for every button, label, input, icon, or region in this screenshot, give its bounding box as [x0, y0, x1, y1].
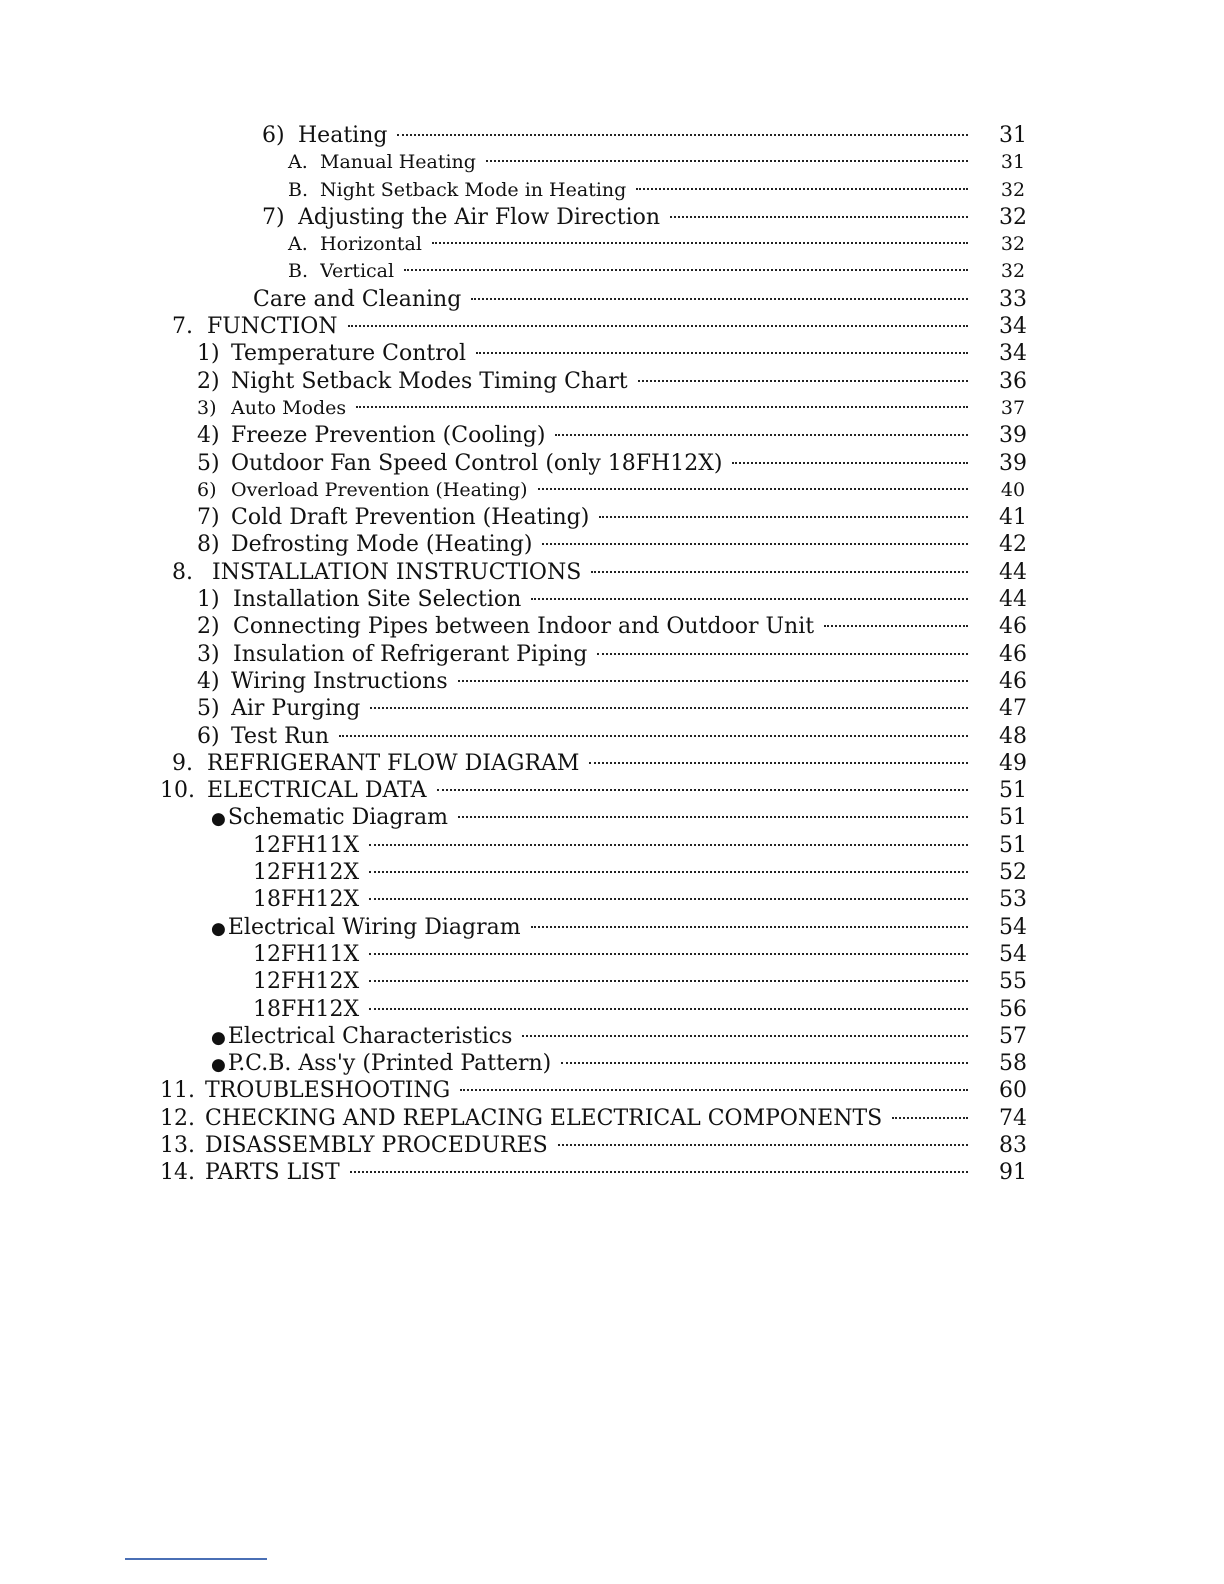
toc-entry[interactable]: [0, 968, 1224, 995]
toc-entry[interactable]: [0, 804, 1224, 831]
toc-section[interactable]: [0, 1105, 1224, 1132]
dot-leader: [370, 707, 968, 709]
toc-section[interactable]: [0, 313, 1224, 340]
toc-page-number: 91: [999, 1160, 1027, 1186]
toc-entry-number: 4): [197, 668, 220, 694]
dot-leader: [522, 1035, 968, 1037]
toc-section-number: 9.: [172, 750, 193, 776]
dot-leader: [369, 980, 968, 982]
toc-entry-title: ● Schematic Diagram: [211, 804, 448, 833]
toc-entry-title: Horizontal: [320, 233, 422, 256]
toc-entry-number: 1): [197, 341, 220, 367]
toc-page-number: 53: [999, 887, 1027, 913]
toc-section-number: 14.: [160, 1160, 195, 1186]
toc-page-number: 41: [999, 505, 1027, 531]
toc-page-number: 44: [999, 587, 1027, 613]
toc-entry[interactable]: [0, 258, 1224, 285]
toc-entry[interactable]: [0, 177, 1224, 204]
toc-entry-title: 12FH12X: [253, 860, 360, 886]
toc-entry-title: Test Run: [231, 723, 330, 749]
dot-leader: [458, 816, 968, 818]
toc-entry-number: 8): [197, 532, 220, 558]
dot-leader: [597, 653, 968, 655]
dot-leader: [542, 543, 968, 545]
toc-page-number: 34: [999, 341, 1027, 367]
dot-leader: [471, 298, 968, 300]
toc-page-number: 34: [999, 314, 1027, 340]
toc-entry[interactable]: [0, 695, 1224, 722]
toc-entry[interactable]: [0, 586, 1224, 613]
dot-leader: [432, 242, 968, 244]
toc-entry-number: 5): [197, 450, 220, 476]
dot-leader: [558, 1144, 968, 1146]
toc-entry-title: Connecting Pipes between Indoor and Outdoor Unit: [233, 614, 815, 640]
toc-entry-number: 3): [197, 396, 217, 419]
toc-entry[interactable]: [0, 340, 1224, 367]
dot-leader: [369, 844, 968, 846]
toc-section-number: 7.: [172, 314, 193, 340]
dot-leader: [350, 1171, 968, 1173]
toc-entry-title: Night Setback Modes Timing Chart: [231, 368, 628, 394]
toc-section[interactable]: [0, 559, 1224, 586]
toc-entry-title: ● Electrical Wiring Diagram: [211, 914, 521, 943]
toc-page-number: 54: [999, 914, 1027, 940]
toc-entry-title: Wiring Instructions: [231, 668, 448, 694]
toc-page-number: 55: [999, 969, 1027, 995]
toc-entry[interactable]: [0, 914, 1224, 941]
toc-entry[interactable]: [0, 641, 1224, 668]
toc-entry[interactable]: [0, 613, 1224, 640]
toc-entry[interactable]: [0, 286, 1224, 313]
dot-leader: [732, 462, 968, 464]
toc-entry-title: Temperature Control: [231, 341, 467, 367]
dot-leader: [476, 352, 968, 354]
toc-entry[interactable]: [0, 477, 1224, 504]
toc-page-number: 39: [999, 450, 1027, 476]
toc-entry[interactable]: [0, 204, 1224, 231]
toc-page-number: 47: [999, 696, 1027, 722]
table-of-contents: [0, 122, 1224, 1187]
toc-page-number: 48: [999, 723, 1027, 749]
dot-leader: [892, 1117, 968, 1119]
toc-entry-title: Adjusting the Air Flow Direction: [298, 204, 661, 230]
toc-entry[interactable]: [0, 859, 1224, 886]
toc-section-title: INSTALLATION INSTRUCTIONS: [212, 559, 582, 585]
toc-entry-number: 5): [197, 696, 220, 722]
toc-entry-title: 12FH11X: [253, 941, 360, 967]
toc-entry[interactable]: [0, 368, 1224, 395]
toc-entry-title: Night Setback Mode in Heating: [320, 178, 627, 201]
toc-page-number: 51: [999, 805, 1027, 831]
toc-page-number: 33: [999, 286, 1027, 312]
toc-section[interactable]: [0, 1077, 1224, 1104]
toc-page-number: 51: [999, 778, 1027, 804]
dot-leader: [531, 926, 968, 928]
toc-entry[interactable]: [0, 149, 1224, 176]
toc-entry-title: Heating: [298, 123, 388, 148]
dot-leader: [458, 680, 968, 682]
toc-entry-title: 12FH11X: [253, 832, 360, 858]
dot-leader: [356, 406, 968, 408]
toc-entry-title: Care and Cleaning: [253, 286, 462, 312]
toc-entry-number: 6): [197, 723, 220, 749]
dot-leader: [591, 571, 968, 573]
dot-leader: [538, 488, 968, 490]
dot-leader: [369, 898, 968, 900]
toc-entry[interactable]: [0, 1023, 1224, 1050]
toc-section[interactable]: [0, 1132, 1224, 1159]
toc-entry-number: B.: [288, 260, 309, 283]
toc-section-number: 10.: [160, 778, 195, 804]
toc-section-number: 11.: [160, 1078, 195, 1104]
toc-entry[interactable]: [0, 122, 1224, 149]
dot-leader: [589, 762, 968, 764]
toc-page-number: 54: [999, 941, 1027, 967]
toc-section-number: 12.: [160, 1105, 195, 1131]
toc-entry-title: Outdoor Fan Speed Control (only 18FH12X): [231, 450, 723, 476]
dot-leader: [460, 1089, 968, 1091]
toc-section-number: 8.: [172, 559, 193, 585]
toc-entry-number: A.: [288, 233, 308, 256]
toc-page-number: 83: [999, 1132, 1027, 1158]
dot-leader: [397, 134, 968, 136]
dot-leader: [348, 325, 968, 327]
toc-page-number: 58: [999, 1051, 1027, 1077]
dot-leader: [404, 269, 968, 271]
toc-entry[interactable]: [0, 504, 1224, 531]
toc-entry-number: 1): [197, 587, 220, 613]
toc-entry-title: Cold Draft Prevention (Heating): [231, 505, 590, 531]
dot-leader: [638, 380, 968, 382]
toc-section-title: DISASSEMBLY PROCEDURES: [205, 1132, 548, 1158]
toc-entry[interactable]: [0, 832, 1224, 859]
dot-leader: [561, 1062, 968, 1064]
toc-page-number: 32: [1000, 178, 1026, 201]
toc-section[interactable]: [0, 750, 1224, 777]
toc-entry-number: 7): [197, 505, 220, 531]
toc-entry[interactable]: [0, 1050, 1224, 1077]
toc-entry-number: 6): [197, 478, 217, 501]
toc-page-number: 36: [999, 368, 1027, 394]
toc-page-number: 46: [999, 614, 1027, 640]
toc-page-number: 32: [1000, 260, 1026, 283]
dot-leader: [339, 735, 968, 737]
toc-page-number: 46: [999, 668, 1027, 694]
toc-entry-number: 2): [197, 614, 220, 640]
toc-entry-number: 4): [197, 423, 220, 449]
dot-leader: [555, 434, 968, 436]
toc-entry-title: 18FH12X: [253, 996, 360, 1022]
toc-page-number: 31: [1000, 151, 1026, 174]
toc-entry[interactable]: [0, 395, 1224, 422]
toc-entry[interactable]: [0, 996, 1224, 1023]
dot-leader: [486, 160, 968, 162]
toc-entry-title: ● P.C.B. Ass'y (Printed Pattern): [211, 1050, 551, 1079]
toc-section-title: FUNCTION: [207, 314, 338, 340]
toc-entry-title: Installation Site Selection: [233, 587, 522, 613]
toc-entry[interactable]: [0, 941, 1224, 968]
dot-leader: [437, 789, 969, 791]
dot-leader: [599, 516, 968, 518]
toc-section-title: CHECKING AND REPLACING ELECTRICAL COMPONENTS: [205, 1105, 883, 1131]
toc-section-number: 13.: [160, 1132, 195, 1158]
toc-page-number: 40: [1000, 478, 1026, 501]
toc-entry[interactable]: [0, 422, 1224, 449]
toc-entry-title: 18FH12X: [253, 887, 360, 913]
toc-entry-title: Overload Prevention (Heating): [231, 478, 528, 501]
toc-page-number: 32: [1000, 233, 1026, 256]
toc-entry[interactable]: [0, 531, 1224, 558]
toc-section[interactable]: [0, 777, 1224, 804]
toc-section[interactable]: [0, 1159, 1224, 1186]
toc-page-number: 37: [1000, 396, 1026, 419]
toc-entry-title: Auto Modes: [231, 396, 347, 419]
toc-entry-number: 7): [262, 204, 285, 230]
toc-entry-title: 12FH12X: [253, 969, 360, 995]
toc-section-title: PARTS LIST: [205, 1160, 340, 1186]
toc-entry-title: ● Electrical Characteristics: [211, 1023, 512, 1052]
toc-section-title: TROUBLESHOOTING: [205, 1078, 451, 1104]
toc-page-number: 60: [999, 1078, 1027, 1104]
dot-leader: [369, 953, 968, 955]
toc-entry-title: Defrosting Mode (Heating): [231, 532, 533, 558]
dot-leader: [824, 625, 968, 627]
toc-entry-number: 2): [197, 368, 220, 394]
dot-leader: [369, 1008, 968, 1010]
toc-page-number: 56: [999, 996, 1027, 1022]
toc-entry-title: Insulation of Refrigerant Piping: [233, 641, 588, 667]
toc-page-number: 42: [999, 532, 1027, 558]
toc-page-number: 39: [999, 423, 1027, 449]
toc-page-number: 74: [999, 1105, 1027, 1131]
toc-entry[interactable]: [0, 723, 1224, 750]
toc-section-title: REFRIGERANT FLOW DIAGRAM: [207, 750, 580, 776]
dot-leader: [636, 188, 968, 190]
toc-page-number: 52: [999, 860, 1027, 886]
toc-entry-number: 3): [197, 641, 220, 667]
toc-entry[interactable]: [0, 231, 1224, 258]
toc-entry[interactable]: [0, 450, 1224, 477]
toc-entry-number: A.: [288, 151, 308, 174]
toc-entry[interactable]: [0, 668, 1224, 695]
toc-section-title: ELECTRICAL DATA: [207, 778, 427, 804]
toc-page-number: 46: [999, 641, 1027, 667]
toc-entry-number: 6): [262, 123, 285, 148]
dot-leader: [369, 871, 968, 873]
toc-page-number: 51: [999, 832, 1027, 858]
toc-page-number: 31: [999, 123, 1027, 148]
toc-entry[interactable]: [0, 886, 1224, 913]
toc-entry-title: Freeze Prevention (Cooling): [231, 423, 546, 449]
dot-leader: [670, 216, 968, 218]
toc-entry-title: Vertical: [320, 260, 395, 283]
dot-leader: [531, 598, 968, 600]
footer-rule: [125, 1558, 267, 1560]
toc-entry-title: Air Purging: [231, 696, 361, 722]
toc-entry-number: B.: [288, 178, 309, 201]
toc-page-number: 44: [999, 559, 1027, 585]
toc-page-number: 32: [999, 204, 1027, 230]
toc-page-number: 57: [999, 1023, 1027, 1049]
toc-page-number: 49: [999, 750, 1027, 776]
toc-entry-title: Manual Heating: [320, 151, 476, 174]
